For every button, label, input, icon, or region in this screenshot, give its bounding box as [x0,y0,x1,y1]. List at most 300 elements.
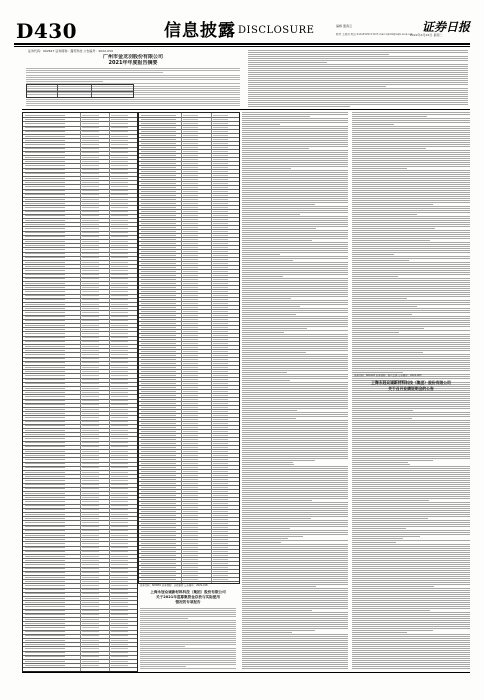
table-cell-text [111,262,128,263]
table-cell-text [213,159,228,160]
table-cell-text [111,266,128,267]
text-line [352,526,470,527]
table-cell-text [111,253,128,254]
table-cell-text [183,355,198,356]
table-cell-text [111,539,128,540]
text-line [242,206,348,207]
text-line [352,324,470,325]
table-cell-text [183,167,198,168]
text-line [242,184,348,185]
table-cell-text [82,581,99,582]
table-cell-text [111,644,128,645]
text-line [352,424,470,425]
text-line [140,654,236,655]
text-line [242,274,348,275]
table-cell-text [141,371,176,372]
table-cell-text [111,472,128,473]
text-line [242,154,348,155]
text-line [352,466,470,467]
text-line [352,658,470,659]
table-cell-text [82,245,99,246]
editor-line: 编辑 董春云 [336,24,352,28]
text-line [248,86,386,87]
table-cell-text [183,347,198,348]
text-line [242,436,348,437]
table-cell-text [141,563,176,564]
table-cell-text [111,585,128,586]
table-cell-text [141,187,176,188]
table-cell-text [82,169,99,170]
table-cell-text [25,400,65,401]
text-line [352,460,433,461]
text-line [242,496,348,497]
text-line [352,290,470,291]
table-cell-text [82,467,99,468]
text-line [242,522,348,523]
text-line [140,626,236,627]
table-cell-text [25,152,65,153]
text-line [352,350,470,351]
table-cell-text [25,220,65,221]
table-cell-text [141,159,176,160]
table-cell-text [141,227,176,228]
text-line [242,342,348,343]
table-cell-text [213,227,228,228]
text-line [352,318,470,319]
table-cell-text [213,219,228,220]
table-cell-text [213,391,228,392]
table-cell-text [82,421,99,422]
table-cell-text [141,367,176,368]
table-cell-text [25,173,65,174]
text-line [242,486,348,487]
text-line [352,170,470,171]
text-line [242,174,348,175]
table-cell-text [213,379,228,380]
text-line [242,488,348,489]
table-cell-text [141,491,176,492]
text-line [352,238,470,239]
table-cell-text [213,303,228,304]
text-line [242,312,348,313]
table-cell-text [183,551,198,552]
date-line: 2022年4月26日 星期二 [410,33,443,37]
table-cell-text [213,559,228,560]
text-line [352,574,470,575]
text-line [242,290,348,291]
text-line [352,122,470,123]
table-cell-text [183,579,198,580]
text-line [140,614,236,615]
table-cell-text [111,640,128,641]
table-cell-text [111,232,128,233]
table-cell-text [25,367,65,368]
table-cell-text [111,241,128,242]
text-line [352,578,470,579]
table-cell-text [183,515,198,516]
text-line [242,338,348,339]
text-line [352,210,470,211]
table-cell-text [25,585,65,586]
table-cell-text [25,115,65,116]
text-line [242,560,348,561]
text-line [242,422,348,423]
table-cell-text [111,467,128,468]
table-cell-text [111,661,128,662]
text-line [248,80,468,81]
text-line [248,72,468,73]
table-cell-text [183,331,198,332]
table-cell-text [111,270,128,271]
table-cell-text [111,249,128,250]
table-cell-text [111,665,128,666]
table-cell-text [25,484,65,485]
text-line [352,650,470,651]
text-line [242,490,348,491]
table-cell-text [141,499,176,500]
text-line [242,564,348,565]
text-line [140,666,186,667]
table-cell-text [213,343,228,344]
text-line [352,586,434,587]
table-cell-text [25,383,65,384]
text-line [352,144,470,145]
table-cell-text [213,571,228,572]
table-cell-text [213,515,228,516]
table-cell-text [111,131,128,132]
text-line [242,406,348,407]
table-cell-text [111,329,128,330]
table-cell-text [111,350,128,351]
text-line [352,610,430,611]
text-line [242,348,348,349]
table-cell-text [25,409,65,410]
table-cell-text [213,167,228,168]
text-line [352,576,470,577]
text-line [242,346,348,347]
table-cell-text [25,161,65,162]
table-cell-text [82,186,99,187]
table-cell-text [25,157,65,158]
table-cell-text [82,560,99,561]
table-cell-text [183,475,198,476]
text-line [242,158,348,159]
text-line [140,660,236,661]
table-cell-text [25,480,65,481]
text-line [242,442,348,443]
text-line [352,154,470,155]
table-cell-text [25,627,65,628]
text-line [352,256,470,257]
table-cell-text [111,501,128,502]
text-line [242,534,348,535]
text-line [242,256,348,257]
text-line [242,650,348,651]
table-cell-text [183,327,198,328]
text-line [140,630,236,631]
table-cell-text [25,144,65,145]
text-line [352,372,403,373]
table-cell-text [25,224,65,225]
table-cell-text [111,383,128,384]
table-cell-text [25,241,65,242]
table-cell-text [82,543,99,544]
table-cell-text [183,423,198,424]
table-cell-text [82,602,99,603]
table-cell-text [82,497,99,498]
table-cell-text [213,195,228,196]
column-body-text [242,112,348,670]
table-cell-text [183,211,198,212]
text-line [352,396,470,397]
table-cell-text [82,413,99,414]
table-cell-text [213,567,228,568]
text-line [352,472,470,473]
table-cell-text [25,530,65,531]
table-cell-text [111,157,128,158]
table-cell-text [213,335,228,336]
text-line [242,428,348,429]
text-line [352,116,427,117]
text-line [352,522,470,523]
table-cell-text [141,171,176,172]
text-line [352,142,470,143]
table-cell-text [82,304,99,305]
table-cell-text [82,367,99,368]
text-line [242,542,281,543]
table-cell-text [25,547,65,548]
text-line [242,264,348,265]
text-line [352,644,470,645]
table-cell-text [82,610,99,611]
table-cell-text [111,581,128,582]
text-line [242,392,348,393]
text-line [352,348,470,349]
table-cell-text [183,479,198,480]
text-line [352,458,470,459]
text-line [242,588,348,589]
text-line [26,103,240,104]
table-cell-text [82,182,99,183]
table-cell-text [82,220,99,221]
text-line [352,172,470,173]
table-cell-text [213,259,228,260]
table-cell-text [213,187,228,188]
text-line [242,212,348,213]
text-line [242,658,348,659]
table-cell-text [183,427,198,428]
table-cell-text [111,178,128,179]
text-line [242,228,316,229]
table-cell-text [25,136,65,137]
text-line [352,572,470,573]
table-cell-text [141,123,176,124]
text-line [352,608,470,609]
text-line [352,600,470,601]
table-cell-text [111,299,128,300]
text-line [242,160,348,161]
table-cell-text [25,421,65,422]
text-line [242,570,348,571]
table-cell-text [25,518,65,519]
text-line [242,426,348,427]
table-cell-text [213,507,228,508]
text-line [248,106,350,107]
text-line [352,286,470,287]
table-cell-text [82,148,99,149]
table-cell-text [82,262,99,263]
text-line [242,562,348,563]
text-line [242,640,348,641]
table-cell-text [111,493,128,494]
text-line [242,288,348,289]
table-cell-text [213,135,228,136]
table-cell-text [111,148,128,149]
table-cell-text [111,430,128,431]
text-line [352,228,435,229]
table-cell-text [213,503,228,504]
table-cell-text [213,231,228,232]
text-line [242,276,283,277]
table-cell-text [141,399,176,400]
text-line [140,632,236,633]
table-cell-text [183,451,198,452]
table-cell-text [141,179,176,180]
table-cell-text [183,415,198,416]
page-number: D430 [16,19,78,43]
table-cell-text [183,535,198,536]
text-line [352,370,470,371]
page-header [14,20,472,42]
table-cell-text [183,315,198,316]
text-line [242,526,348,527]
table-cell-text [82,274,99,275]
header-rule-thin [14,46,470,47]
text-line [242,356,348,357]
table-cell-text [141,567,176,568]
table-cell-text [111,648,128,649]
table-cell-text [82,564,99,565]
text-line [352,164,470,165]
text-line [352,378,470,379]
table-cell-text [141,447,176,448]
text-line [242,594,348,595]
table-cell-text [82,614,99,615]
text-line [140,634,236,635]
table-cell-text [141,299,176,300]
text-line [352,304,470,305]
text-line [242,424,348,425]
text-line [352,402,470,403]
text-line [352,322,470,323]
table-cell-text [25,602,65,603]
table-cell-text [141,295,176,296]
table-cell-text [25,472,65,473]
text-line [242,314,296,315]
text-line [242,372,287,373]
text-line [352,502,470,503]
text-line [140,648,236,649]
text-line [352,404,470,405]
table-cell-text [141,303,176,304]
text-line [242,448,348,449]
table-cell-text [183,319,198,320]
text-line [352,186,470,187]
table-cell-text [82,568,99,569]
text-line [242,222,348,223]
table-cell-text [141,351,176,352]
text-line [242,334,348,335]
table-cell-text [213,455,228,456]
text-line [352,126,470,127]
text-line [242,430,348,431]
announcement-body-text [140,608,236,670]
table-cell-text [25,215,65,216]
text-line [242,168,291,169]
text-line [242,554,348,555]
table-cell-text [141,443,176,444]
text-line [242,386,348,387]
text-line [352,204,433,205]
table-cell-text [183,231,198,232]
text-line [242,376,348,377]
table-cell-text [213,355,228,356]
table-cell-text [25,505,65,506]
text-line [352,570,470,571]
table-cell-text [141,383,176,384]
table-cell-text [111,115,128,116]
table-cell-text [213,207,228,208]
table-cell-text [141,279,176,280]
text-line [352,314,412,315]
text-line [352,564,470,565]
table-cell-text [183,399,198,400]
text-line [352,120,470,121]
table-cell-text [82,556,99,557]
table-cell-text [213,531,228,532]
table-cell-text [213,191,228,192]
table-cell-text [213,435,228,436]
text-line [352,336,470,337]
text-line [242,136,348,137]
table-cell-text [82,463,99,464]
table-cell-text [213,179,228,180]
table-cell-text [25,476,65,477]
table-cell-text [25,644,65,645]
table-cell-text [183,135,198,136]
text-line [242,524,348,525]
table-cell-text [82,337,99,338]
text-line [242,282,348,283]
table-cell-text [25,430,65,431]
text-line [242,388,348,389]
table-cell-text [213,119,228,120]
table-cell-text [141,543,176,544]
table-cell-text [141,379,176,380]
table-cell-text [111,514,128,515]
table-cell-text [82,392,99,393]
table-cell-text [82,635,99,636]
table-cell-text [82,522,99,523]
text-line [242,360,348,361]
table-cell-text [111,333,128,334]
text-line [242,112,348,113]
table-cell-text [141,483,176,484]
table-cell-text [141,155,176,156]
text-line [140,642,236,643]
text-line [352,296,470,297]
table-cell-text [111,535,128,536]
